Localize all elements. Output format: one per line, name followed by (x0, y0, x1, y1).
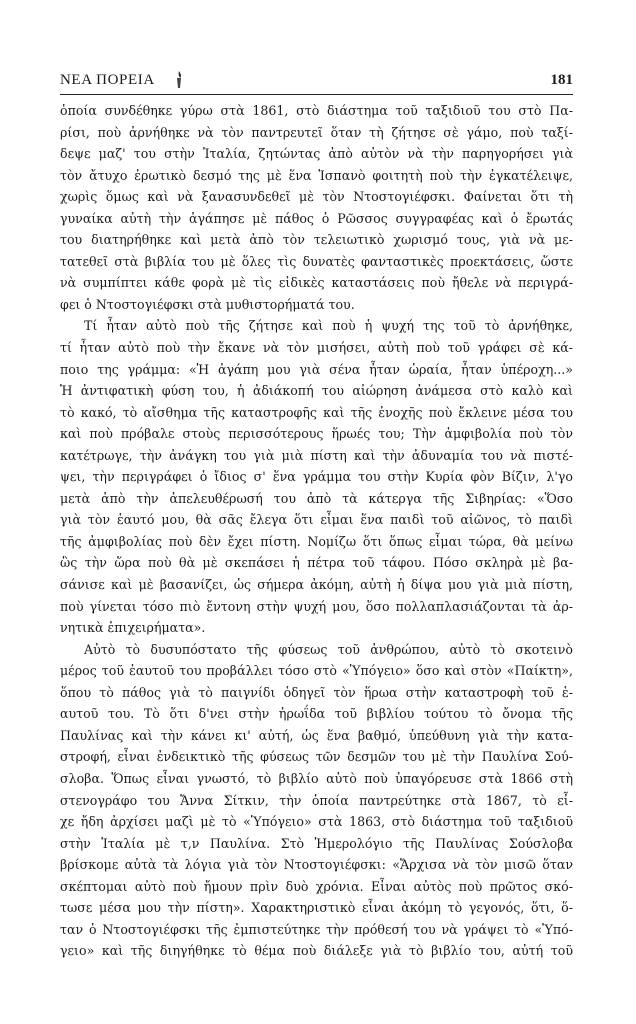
text-line: ψει, τὴν περιγράφει ὁ ἴδιος σ' ἕνα γράμμα του στὴν Κυρία φὸν Βίζιν, λ'γο (60, 469, 573, 485)
text-line: αυτοῦ του. Τὸ ὅτι δ'νει στὴν ἡρωΐδα τοῦ βιβλίου τούτου τὸ ὄνομα τῆς (60, 706, 573, 722)
text-line: γειο» καὶ τῆς διηγήθηκε τὸ θέμα ποὺ διάλεξε γιὰ τὸ βιβλίο του, αὐτή τοῦ (60, 943, 573, 959)
text-line: βρίσκομε αὐτὰ τὰ λόγια γιὰ τὸν Ντοστογιέφσκι: «Ἄρχισα νὰ τὸν μισῶ ὅταν (60, 857, 573, 873)
text-line: φει ὁ Ντοστογιέφσκι στὰ μυθιστορήματά του. (60, 296, 355, 312)
text-line: του διατηρήθηκε καὶ μετὰ ἀπὸ τὸν τελειωτικὸ χωρισμό τους, γιὰ νὰ με- (60, 232, 573, 248)
paragraph-2 (60, 315, 573, 638)
text-line: μετὰ ἀπὸ τὴν ἀπελευθέρωσή του ἀπὸ τὰ κάτεργα τῆς Σιβηρίας: «Ὅσο (60, 490, 573, 506)
text-line: Παυλίνας καὶ τὴν κάνει κι' αὐτή, ὡς ἕνα βαθμό, ὑπεύθυνη γιὰ τὴν κατα- (60, 727, 573, 743)
text-line: ρίσι, ποὺ ἀρνήθηκε νὰ τὸν παντρευτεῖ ὅταν τὴ ζήτησε σὲ γάμο, ποὺ ταξί- (60, 124, 573, 140)
text-line: τὸν ἄτυχο ἐρωτικὸ δεσμό της μὲ ἕνα Ἱσπανὸ φοιτητὴ ποὺ τὴν ἐγκατέλειψε, (60, 167, 573, 183)
text-line: νητικὰ ἐπιχειρήματα». (60, 620, 206, 636)
text-line: ὁποία συνδέθηκε γύρω στὰ 1861, στὸ διάστημα τοῦ ταξιδιοῦ του στὸ Πα- (60, 103, 573, 118)
text-line: τὸ κακό, τὸ αἴσθημα τῆς καταστροφῆς καὶ τῆς ἐνοχῆς ποὺ ἔκλεινε μέσα του (60, 404, 573, 420)
text-line: τατεθεῖ στὰ βιβλία του μὲ ὅλες τὶς δυνατὲς φανταστικὲς προεκτάσεις, ὥστε (60, 253, 573, 269)
header-rule (60, 94, 573, 95)
text-line: ποὺ γίνεται τόσο πιὸ ἔντονη στὴν ψυχή μου, ὅσο πολλαπλασιάζονται τὰ ἀρ- (60, 598, 573, 614)
text-line: στενογράφο του Ἄννα Σίτκιν, τὴν ὁποία παντρεύτηκε στὰ 1867, τὸ εἶ- (60, 792, 573, 808)
text-line: σάνισε καὶ μὲ βασανίζει, ὡς σήμερα ἀκόμη, αὐτὴ ἡ δίψα μου γιὰ μιὰ πίστη, (60, 577, 573, 593)
text-line: καὶ ποὺ πρόβαλε στοὺς περισσότερους ἥρωές του; Τὴν ἀμφιβολία ποὺ τὸν (60, 426, 573, 442)
text-line: Ἡ ἀντιφατικὴ φύση του, ἡ ἀδιάκοπή του αἰώρηση ἀνάμεσα στὸ καλὸ καὶ (60, 383, 573, 399)
text-line: γιὰ τὸν ἑαυτό μου, θὰ σᾶς ἔλεγα ὅτι εἶμαι ἕνα παιδὶ τοῦ αἰῶνος, τὸ παιδὶ (60, 512, 573, 528)
text-line: μέρος τοῦ ἑαυτοῦ του προβάλλει τόσο στὸ «Ὑπόγειο» ὅσο καὶ στὸν «Παίκτη», (60, 663, 573, 679)
paragraph-3 (60, 639, 573, 962)
text-line: στροφή, εἶναι ἐνδεικτικὸ τῆς φύσεως τῶν δεσμῶν του μὲ τὴν Παυλίνα Σού- (60, 749, 573, 765)
text-line: ὣς τὴν ὥρα ποὺ θὰ μὲ σκεπάσει ἡ πέτρα τοῦ τάφου. Πόσο σκληρὰ μὲ βα- (60, 555, 573, 571)
text-line: Τί ἦταν αὐτὸ ποὺ τῆς ζήτησε καὶ ποὺ ἡ ψυχή της τοῦ τὸ ἀρνήθηκε, (84, 318, 573, 334)
text-line: γυναίκα αὐτὴ τὴν ἀγάπησε μὲ πάθος ὁ Ρῶσσος συγγραφέας καὶ ὁ ἔρωτάς (60, 210, 573, 226)
text-line: σλοβα. Ὅπως εἶναι γνωστό, τὸ βιβλίο αὐτὸ ποὺ ὑπαγόρευσε στὰ 1866 στὴ (60, 770, 573, 786)
page-number: 181 (550, 72, 573, 88)
text-line: ὅπου τὸ πάθος γιὰ τὸ παιγνίδι ὁδηγεῖ τὸν ἥρωα στὴν καταστροφὴ τοῦ ἑ- (60, 684, 573, 700)
text-line: ταν ὁ Ντοστογιέφσκι τῆς ἐμπιστεύτηκε τὴν πρόθεσή του νὰ γράψει τὸ «Ὑπό- (60, 921, 573, 937)
paragraph-1 (60, 100, 573, 315)
text-line: δεψε μαζ' του στὴν Ἰταλία, ζητώντας ἀπὸ αὐτὸν νὰ τὴν παρηγορήσει γιὰ (60, 146, 573, 162)
text-line: νὰ συμπίπτει κάθε φορὰ μὲ τὶς εἰδικὲς καταστάσεις ποὺ ἤθελε νὰ περιγρά- (60, 275, 573, 291)
running-head (60, 70, 573, 94)
text-line: τί ἦταν αὐτὸ ποὺ τὴν ἔκανε νὰ τὸν μισήσει, αὐτὴ ποὺ τοῦ γράφει σὲ κά- (60, 340, 573, 356)
text-line: στὴν Ἰταλία μὲ τ,ν Παυλίνα. Στὸ Ἡμερολόγιο τῆς Παυλίνας Σούσλοβα (60, 835, 573, 851)
text-line: τωσε μέσα μου τὴν πίστη». Χαρακτηριστικὸ εἶναι ἀκόμη τὸ γεγονός, ὅτι, ὅ- (60, 900, 573, 916)
body-text (60, 100, 573, 962)
text-line: ποιο της γράμμα: «Ἡ ἀγάπη μου γιὰ σένα ἦταν ὡραία, ἦταν ὑπέροχη...» (60, 361, 573, 377)
journal-title: ΝΕΑ ΠΟΡΕΙΑ (60, 72, 155, 88)
text-line: Αὐτὸ τὸ δυσυπόστατο τῆς φύσεως τοῦ ἀνθρώπου, αὐτὸ τὸ σκοτεινὸ (84, 641, 573, 657)
text-line: σκέπτομαι αὐτὸ ποὺ ἤμουν πρὶν δυὸ χρόνια. Εἶναι αὐτὸς ποὺ πρῶτος σκό- (60, 878, 573, 894)
text-line: χωρὶς ὅμως καὶ νὰ ξανασυνδεθεῖ μὲ τὸν Ντοστογιέφσκι. Φαίνεται ὅτι τὴ (60, 189, 573, 205)
text-line: τῆς ἀμφιβολίας ποὺ δὲν ἔχει πίστη. Νομίζω ὅτι ὅπως εἶμαι τώρα, θὰ μείνω (60, 533, 573, 549)
torch-emblem-icon (174, 70, 184, 90)
text-line: κατέτρωγε, τὴν ἀνάγκη του γιὰ μιὰ πίστη καὶ τὴν ἀδυναμία του νὰ πιστέ- (60, 447, 573, 463)
text-line: χε ἤδη ἀρχίσει μαζὶ μὲ τὸ «Ὑπόγειο» στὰ 1863, στὸ διάστημα τοῦ ταξιδιοῦ (60, 814, 573, 830)
